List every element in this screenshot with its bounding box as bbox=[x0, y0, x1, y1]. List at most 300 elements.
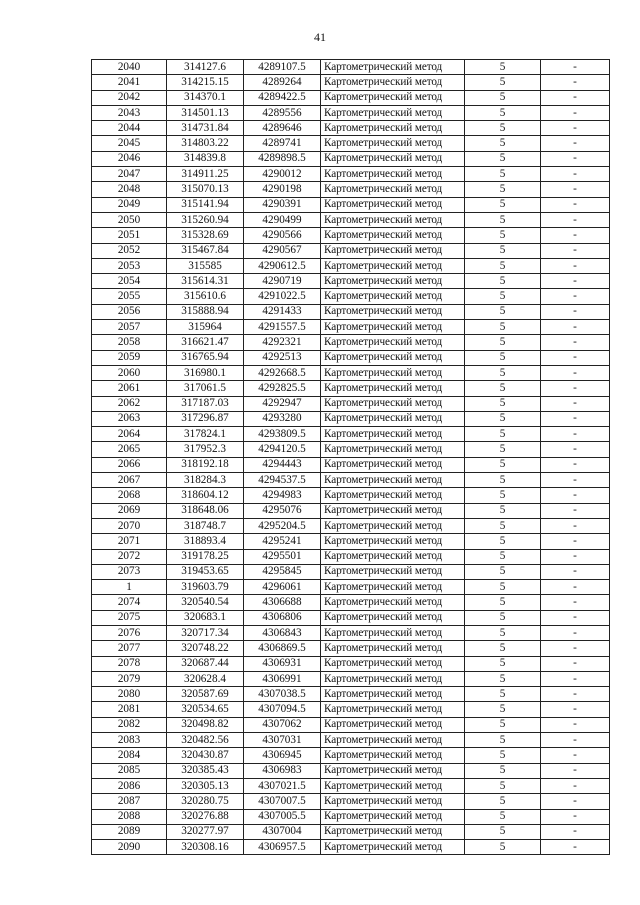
x-coordinate-cell: 317187.03 bbox=[167, 396, 244, 411]
method-cell: Картометрический метод bbox=[321, 167, 465, 182]
accuracy-cell: 5 bbox=[465, 427, 541, 442]
method-cell: Картометрический метод bbox=[321, 534, 465, 549]
point-id-cell: 2087 bbox=[92, 794, 167, 809]
method-cell: Картометрический метод bbox=[321, 396, 465, 411]
x-coordinate-cell: 317061.5 bbox=[167, 381, 244, 396]
method-cell: Картометрический метод bbox=[321, 335, 465, 350]
note-cell: - bbox=[541, 503, 610, 518]
x-coordinate-cell: 314215.15 bbox=[167, 75, 244, 90]
accuracy-cell: 5 bbox=[465, 335, 541, 350]
method-cell: Картометрический метод bbox=[321, 182, 465, 197]
table-row bbox=[92, 702, 610, 717]
table-row bbox=[92, 243, 610, 258]
point-id-cell: 2047 bbox=[92, 167, 167, 182]
x-coordinate-cell: 319453.65 bbox=[167, 564, 244, 579]
note-cell: - bbox=[541, 289, 610, 304]
method-cell: Картометрический метод bbox=[321, 457, 465, 472]
y-coordinate-cell: 4289898.5 bbox=[244, 151, 321, 166]
point-id-cell: 2089 bbox=[92, 824, 167, 839]
point-id-cell: 2077 bbox=[92, 641, 167, 656]
point-id-cell: 2085 bbox=[92, 763, 167, 778]
y-coordinate-cell: 4296061 bbox=[244, 580, 321, 595]
accuracy-cell: 5 bbox=[465, 243, 541, 258]
method-cell: Картометрический метод bbox=[321, 671, 465, 686]
point-id-cell: 2051 bbox=[92, 228, 167, 243]
method-cell: Картометрический метод bbox=[321, 809, 465, 824]
method-cell: Картометрический метод bbox=[321, 549, 465, 564]
y-coordinate-cell: 4292825.5 bbox=[244, 381, 321, 396]
point-id-cell: 2065 bbox=[92, 442, 167, 457]
accuracy-cell: 5 bbox=[465, 564, 541, 579]
table-row bbox=[92, 580, 610, 595]
y-coordinate-cell: 4307007.5 bbox=[244, 794, 321, 809]
x-coordinate-cell: 320498.82 bbox=[167, 717, 244, 732]
note-cell: - bbox=[541, 274, 610, 289]
x-coordinate-cell: 318893.4 bbox=[167, 534, 244, 549]
accuracy-cell: 5 bbox=[465, 212, 541, 227]
y-coordinate-cell: 4307038.5 bbox=[244, 687, 321, 702]
x-coordinate-cell: 315141.94 bbox=[167, 197, 244, 212]
table-row bbox=[92, 809, 610, 824]
method-cell: Картометрический метод bbox=[321, 136, 465, 151]
x-coordinate-cell: 316765.94 bbox=[167, 350, 244, 365]
x-coordinate-cell: 315888.94 bbox=[167, 304, 244, 319]
point-id-cell: 2076 bbox=[92, 625, 167, 640]
accuracy-cell: 5 bbox=[465, 320, 541, 335]
note-cell: - bbox=[541, 794, 610, 809]
note-cell: - bbox=[541, 75, 610, 90]
table-row bbox=[92, 733, 610, 748]
note-cell: - bbox=[541, 641, 610, 656]
x-coordinate-cell: 315070.13 bbox=[167, 182, 244, 197]
x-coordinate-cell: 314911.25 bbox=[167, 167, 244, 182]
method-cell: Картометрический метод bbox=[321, 90, 465, 105]
x-coordinate-cell: 320687.44 bbox=[167, 656, 244, 671]
x-coordinate-cell: 320430.87 bbox=[167, 748, 244, 763]
x-coordinate-cell: 318748.7 bbox=[167, 518, 244, 533]
x-coordinate-cell: 315585 bbox=[167, 258, 244, 273]
table-row bbox=[92, 411, 610, 426]
note-cell: - bbox=[541, 518, 610, 533]
point-id-cell: 2063 bbox=[92, 411, 167, 426]
accuracy-cell: 5 bbox=[465, 656, 541, 671]
x-coordinate-cell: 318604.12 bbox=[167, 488, 244, 503]
y-coordinate-cell: 4307062 bbox=[244, 717, 321, 732]
note-cell: - bbox=[541, 151, 610, 166]
accuracy-cell: 5 bbox=[465, 840, 541, 855]
accuracy-cell: 5 bbox=[465, 457, 541, 472]
x-coordinate-cell: 320385.43 bbox=[167, 763, 244, 778]
method-cell: Картометрический метод bbox=[321, 610, 465, 625]
table-row bbox=[92, 212, 610, 227]
accuracy-cell: 5 bbox=[465, 289, 541, 304]
x-coordinate-cell: 315260.94 bbox=[167, 212, 244, 227]
table-row bbox=[92, 151, 610, 166]
point-id-cell: 2075 bbox=[92, 610, 167, 625]
x-coordinate-cell: 318284.3 bbox=[167, 473, 244, 488]
method-cell: Картометрический метод bbox=[321, 320, 465, 335]
table-row bbox=[92, 304, 610, 319]
y-coordinate-cell: 4306983 bbox=[244, 763, 321, 778]
method-cell: Картометрический метод bbox=[321, 243, 465, 258]
x-coordinate-cell: 320280.75 bbox=[167, 794, 244, 809]
point-id-cell: 2080 bbox=[92, 687, 167, 702]
x-coordinate-cell: 320540.54 bbox=[167, 595, 244, 610]
table-row bbox=[92, 824, 610, 839]
note-cell: - bbox=[541, 671, 610, 686]
method-cell: Картометрический метод bbox=[321, 151, 465, 166]
y-coordinate-cell: 4294443 bbox=[244, 457, 321, 472]
y-coordinate-cell: 4306931 bbox=[244, 656, 321, 671]
point-id-cell: 2068 bbox=[92, 488, 167, 503]
point-id-cell: 2050 bbox=[92, 212, 167, 227]
accuracy-cell: 5 bbox=[465, 121, 541, 136]
point-id-cell: 2086 bbox=[92, 778, 167, 793]
accuracy-cell: 5 bbox=[465, 350, 541, 365]
method-cell: Картометрический метод bbox=[321, 595, 465, 610]
page-number: 41 bbox=[314, 30, 326, 44]
x-coordinate-cell: 314731.84 bbox=[167, 121, 244, 136]
accuracy-cell: 5 bbox=[465, 518, 541, 533]
table-row bbox=[92, 228, 610, 243]
x-coordinate-cell: 317952.3 bbox=[167, 442, 244, 457]
y-coordinate-cell: 4293809.5 bbox=[244, 427, 321, 442]
table-row bbox=[92, 75, 610, 90]
note-cell: - bbox=[541, 258, 610, 273]
table-row bbox=[92, 136, 610, 151]
table-row bbox=[92, 840, 610, 855]
accuracy-cell: 5 bbox=[465, 748, 541, 763]
x-coordinate-cell: 320587.69 bbox=[167, 687, 244, 702]
table-row bbox=[92, 794, 610, 809]
note-cell: - bbox=[541, 411, 610, 426]
y-coordinate-cell: 4290612.5 bbox=[244, 258, 321, 273]
y-coordinate-cell: 4292947 bbox=[244, 396, 321, 411]
point-id-cell: 2072 bbox=[92, 549, 167, 564]
point-id-cell: 2044 bbox=[92, 121, 167, 136]
y-coordinate-cell: 4289741 bbox=[244, 136, 321, 151]
accuracy-cell: 5 bbox=[465, 442, 541, 457]
point-id-cell: 2055 bbox=[92, 289, 167, 304]
point-id-cell: 2052 bbox=[92, 243, 167, 258]
x-coordinate-cell: 320534.65 bbox=[167, 702, 244, 717]
method-cell: Картометрический метод bbox=[321, 304, 465, 319]
method-cell: Картометрический метод bbox=[321, 121, 465, 136]
y-coordinate-cell: 4307094.5 bbox=[244, 702, 321, 717]
accuracy-cell: 5 bbox=[465, 90, 541, 105]
y-coordinate-cell: 4293280 bbox=[244, 411, 321, 426]
y-coordinate-cell: 4290719 bbox=[244, 274, 321, 289]
point-id-cell: 2088 bbox=[92, 809, 167, 824]
table-row bbox=[92, 258, 610, 273]
method-cell: Картометрический метод bbox=[321, 717, 465, 732]
method-cell: Картометрический метод bbox=[321, 105, 465, 120]
note-cell: - bbox=[541, 228, 610, 243]
method-cell: Картометрический метод bbox=[321, 656, 465, 671]
point-id-cell: 2078 bbox=[92, 656, 167, 671]
note-cell: - bbox=[541, 702, 610, 717]
table-row bbox=[92, 320, 610, 335]
point-id-cell: 2062 bbox=[92, 396, 167, 411]
table-row bbox=[92, 641, 610, 656]
method-cell: Картометрический метод bbox=[321, 580, 465, 595]
x-coordinate-cell: 320305.13 bbox=[167, 778, 244, 793]
note-cell: - bbox=[541, 580, 610, 595]
point-id-cell: 2079 bbox=[92, 671, 167, 686]
note-cell: - bbox=[541, 182, 610, 197]
table-row bbox=[92, 717, 610, 732]
x-coordinate-cell: 319178.25 bbox=[167, 549, 244, 564]
method-cell: Картометрический метод bbox=[321, 427, 465, 442]
method-cell: Картометрический метод bbox=[321, 442, 465, 457]
method-cell: Картометрический метод bbox=[321, 748, 465, 763]
accuracy-cell: 5 bbox=[465, 733, 541, 748]
note-cell: - bbox=[541, 335, 610, 350]
x-coordinate-cell: 317296.87 bbox=[167, 411, 244, 426]
x-coordinate-cell: 314803.22 bbox=[167, 136, 244, 151]
y-coordinate-cell: 4292668.5 bbox=[244, 365, 321, 380]
note-cell: - bbox=[541, 733, 610, 748]
table-row bbox=[92, 687, 610, 702]
method-cell: Картометрический метод bbox=[321, 350, 465, 365]
y-coordinate-cell: 4289107.5 bbox=[244, 60, 321, 75]
note-cell: - bbox=[541, 121, 610, 136]
note-cell: - bbox=[541, 365, 610, 380]
note-cell: - bbox=[541, 763, 610, 778]
table-row bbox=[92, 625, 610, 640]
note-cell: - bbox=[541, 748, 610, 763]
accuracy-cell: 5 bbox=[465, 702, 541, 717]
point-id-cell: 2067 bbox=[92, 473, 167, 488]
point-id-cell: 2073 bbox=[92, 564, 167, 579]
note-cell: - bbox=[541, 610, 610, 625]
accuracy-cell: 5 bbox=[465, 534, 541, 549]
x-coordinate-cell: 315328.69 bbox=[167, 228, 244, 243]
accuracy-cell: 5 bbox=[465, 151, 541, 166]
point-id-cell: 2074 bbox=[92, 595, 167, 610]
method-cell: Картометрический метод bbox=[321, 564, 465, 579]
method-cell: Картометрический метод bbox=[321, 778, 465, 793]
x-coordinate-cell: 314839.8 bbox=[167, 151, 244, 166]
point-id-cell: 2083 bbox=[92, 733, 167, 748]
point-id-cell: 2090 bbox=[92, 840, 167, 855]
table-row bbox=[92, 105, 610, 120]
y-coordinate-cell: 4306869.5 bbox=[244, 641, 321, 656]
accuracy-cell: 5 bbox=[465, 580, 541, 595]
method-cell: Картометрический метод bbox=[321, 411, 465, 426]
y-coordinate-cell: 4294537.5 bbox=[244, 473, 321, 488]
method-cell: Картометрический метод bbox=[321, 503, 465, 518]
y-coordinate-cell: 4306843 bbox=[244, 625, 321, 640]
point-id-cell: 2049 bbox=[92, 197, 167, 212]
y-coordinate-cell: 4290012 bbox=[244, 167, 321, 182]
table-row bbox=[92, 549, 610, 564]
note-cell: - bbox=[541, 350, 610, 365]
note-cell: - bbox=[541, 320, 610, 335]
point-id-cell: 2060 bbox=[92, 365, 167, 380]
point-id-cell: 2041 bbox=[92, 75, 167, 90]
accuracy-cell: 5 bbox=[465, 228, 541, 243]
method-cell: Картометрический метод bbox=[321, 641, 465, 656]
accuracy-cell: 5 bbox=[465, 182, 541, 197]
y-coordinate-cell: 4307021.5 bbox=[244, 778, 321, 793]
point-id-cell: 2054 bbox=[92, 274, 167, 289]
accuracy-cell: 5 bbox=[465, 136, 541, 151]
accuracy-cell: 5 bbox=[465, 625, 541, 640]
method-cell: Картометрический метод bbox=[321, 365, 465, 380]
accuracy-cell: 5 bbox=[465, 105, 541, 120]
y-coordinate-cell: 4307004 bbox=[244, 824, 321, 839]
table-row bbox=[92, 748, 610, 763]
method-cell: Картометрический метод bbox=[321, 824, 465, 839]
table-row bbox=[92, 442, 610, 457]
table-row bbox=[92, 197, 610, 212]
x-coordinate-cell: 314127.6 bbox=[167, 60, 244, 75]
y-coordinate-cell: 4295076 bbox=[244, 503, 321, 518]
method-cell: Картометрический метод bbox=[321, 687, 465, 702]
table-row bbox=[92, 90, 610, 105]
method-cell: Картометрический метод bbox=[321, 702, 465, 717]
note-cell: - bbox=[541, 197, 610, 212]
method-cell: Картометрический метод bbox=[321, 794, 465, 809]
y-coordinate-cell: 4307031 bbox=[244, 733, 321, 748]
point-id-cell: 1 bbox=[92, 580, 167, 595]
accuracy-cell: 5 bbox=[465, 488, 541, 503]
method-cell: Картометрический метод bbox=[321, 289, 465, 304]
table-row bbox=[92, 473, 610, 488]
y-coordinate-cell: 4295845 bbox=[244, 564, 321, 579]
accuracy-cell: 5 bbox=[465, 411, 541, 426]
y-coordinate-cell: 4306688 bbox=[244, 595, 321, 610]
note-cell: - bbox=[541, 381, 610, 396]
method-cell: Картометрический метод bbox=[321, 75, 465, 90]
accuracy-cell: 5 bbox=[465, 304, 541, 319]
method-cell: Картометрический метод bbox=[321, 228, 465, 243]
table-row bbox=[92, 564, 610, 579]
y-coordinate-cell: 4290566 bbox=[244, 228, 321, 243]
table-row bbox=[92, 365, 610, 380]
table-row bbox=[92, 671, 610, 686]
table-row bbox=[92, 534, 610, 549]
point-id-cell: 2048 bbox=[92, 182, 167, 197]
y-coordinate-cell: 4291557.5 bbox=[244, 320, 321, 335]
accuracy-cell: 5 bbox=[465, 778, 541, 793]
y-coordinate-cell: 4295241 bbox=[244, 534, 321, 549]
y-coordinate-cell: 4306806 bbox=[244, 610, 321, 625]
note-cell: - bbox=[541, 167, 610, 182]
x-coordinate-cell: 318192.18 bbox=[167, 457, 244, 472]
accuracy-cell: 5 bbox=[465, 503, 541, 518]
x-coordinate-cell: 320628.4 bbox=[167, 671, 244, 686]
coordinates-table-body bbox=[92, 60, 610, 855]
method-cell: Картометрический метод bbox=[321, 274, 465, 289]
table-row bbox=[92, 274, 610, 289]
accuracy-cell: 5 bbox=[465, 75, 541, 90]
note-cell: - bbox=[541, 457, 610, 472]
table-row bbox=[92, 167, 610, 182]
note-cell: - bbox=[541, 809, 610, 824]
accuracy-cell: 5 bbox=[465, 473, 541, 488]
table-row bbox=[92, 60, 610, 75]
note-cell: - bbox=[541, 717, 610, 732]
x-coordinate-cell: 320717.34 bbox=[167, 625, 244, 640]
y-coordinate-cell: 4289646 bbox=[244, 121, 321, 136]
y-coordinate-cell: 4307005.5 bbox=[244, 809, 321, 824]
method-cell: Картометрический метод bbox=[321, 733, 465, 748]
table-row bbox=[92, 381, 610, 396]
point-id-cell: 2061 bbox=[92, 381, 167, 396]
table-row bbox=[92, 335, 610, 350]
note-cell: - bbox=[541, 90, 610, 105]
accuracy-cell: 5 bbox=[465, 717, 541, 732]
method-cell: Картометрический метод bbox=[321, 625, 465, 640]
method-cell: Картометрический метод bbox=[321, 763, 465, 778]
accuracy-cell: 5 bbox=[465, 60, 541, 75]
accuracy-cell: 5 bbox=[465, 595, 541, 610]
point-id-cell: 2056 bbox=[92, 304, 167, 319]
y-coordinate-cell: 4291022.5 bbox=[244, 289, 321, 304]
note-cell: - bbox=[541, 625, 610, 640]
y-coordinate-cell: 4295204.5 bbox=[244, 518, 321, 533]
point-id-cell: 2069 bbox=[92, 503, 167, 518]
y-coordinate-cell: 4294120.5 bbox=[244, 442, 321, 457]
x-coordinate-cell: 318648.06 bbox=[167, 503, 244, 518]
point-id-cell: 2059 bbox=[92, 350, 167, 365]
table-row bbox=[92, 656, 610, 671]
table-row bbox=[92, 503, 610, 518]
accuracy-cell: 5 bbox=[465, 396, 541, 411]
accuracy-cell: 5 bbox=[465, 197, 541, 212]
accuracy-cell: 5 bbox=[465, 794, 541, 809]
y-coordinate-cell: 4289264 bbox=[244, 75, 321, 90]
table-row bbox=[92, 182, 610, 197]
table-row bbox=[92, 427, 610, 442]
point-id-cell: 2046 bbox=[92, 151, 167, 166]
x-coordinate-cell: 320308.16 bbox=[167, 840, 244, 855]
point-id-cell: 2071 bbox=[92, 534, 167, 549]
table-row bbox=[92, 595, 610, 610]
x-coordinate-cell: 320748.22 bbox=[167, 641, 244, 656]
point-id-cell: 2070 bbox=[92, 518, 167, 533]
accuracy-cell: 5 bbox=[465, 809, 541, 824]
note-cell: - bbox=[541, 595, 610, 610]
method-cell: Картометрический метод bbox=[321, 518, 465, 533]
table-row bbox=[92, 121, 610, 136]
accuracy-cell: 5 bbox=[465, 365, 541, 380]
x-coordinate-cell: 314501.13 bbox=[167, 105, 244, 120]
method-cell: Картометрический метод bbox=[321, 197, 465, 212]
y-coordinate-cell: 4290198 bbox=[244, 182, 321, 197]
x-coordinate-cell: 314370.1 bbox=[167, 90, 244, 105]
point-id-cell: 2040 bbox=[92, 60, 167, 75]
method-cell: Картометрический метод bbox=[321, 60, 465, 75]
accuracy-cell: 5 bbox=[465, 167, 541, 182]
note-cell: - bbox=[541, 840, 610, 855]
note-cell: - bbox=[541, 534, 610, 549]
accuracy-cell: 5 bbox=[465, 381, 541, 396]
note-cell: - bbox=[541, 549, 610, 564]
y-coordinate-cell: 4291433 bbox=[244, 304, 321, 319]
accuracy-cell: 5 bbox=[465, 763, 541, 778]
note-cell: - bbox=[541, 687, 610, 702]
y-coordinate-cell: 4306945 bbox=[244, 748, 321, 763]
x-coordinate-cell: 316980.1 bbox=[167, 365, 244, 380]
table-row bbox=[92, 289, 610, 304]
y-coordinate-cell: 4295501 bbox=[244, 549, 321, 564]
method-cell: Картометрический метод bbox=[321, 258, 465, 273]
table-row bbox=[92, 778, 610, 793]
point-id-cell: 2045 bbox=[92, 136, 167, 151]
